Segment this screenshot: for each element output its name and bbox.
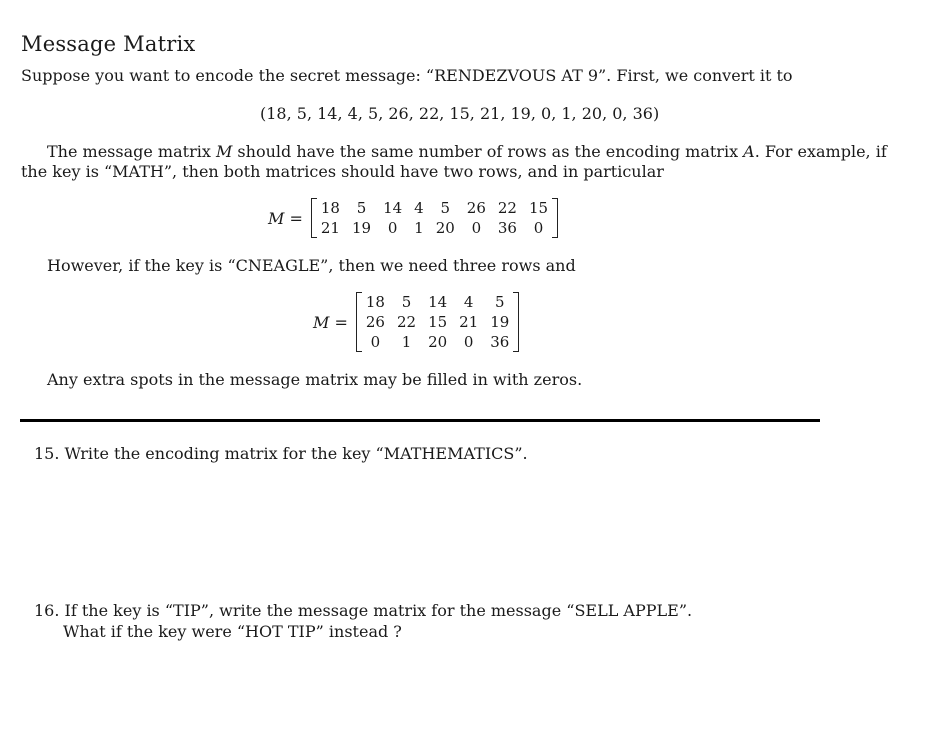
matrix-cell: 5 xyxy=(401,293,412,311)
matrix-math-bracket xyxy=(311,198,558,238)
paragraph-cneagle: However, if the key is “CNEAGLE”, then we need three rows and xyxy=(47,256,576,275)
matrix-cell: 22 xyxy=(497,199,517,217)
matrix-cell: 21 xyxy=(320,219,340,237)
paragraph-rows-line1: The message matrix M should have the same number of rows as the encoding matrix A. For example, if xyxy=(47,142,887,161)
matrix-cell: 36 xyxy=(490,333,510,351)
matrix-row xyxy=(360,332,515,352)
matrix-cell: 22 xyxy=(396,313,417,331)
matrix-cell: 1 xyxy=(401,333,412,351)
matrix-cell: 4 xyxy=(463,293,474,311)
matrix-row xyxy=(360,292,515,312)
matrix-cell: 1 xyxy=(414,219,424,237)
matrix-cell: 14 xyxy=(428,293,448,311)
matrix-cell: 18 xyxy=(320,199,340,217)
matrix-cell: 0 xyxy=(533,219,544,237)
matrix-cneagle-equation xyxy=(313,292,519,352)
matrix-label: M = xyxy=(268,208,303,228)
matrix-cell: 0 xyxy=(463,333,474,351)
matrix-cell: 4 xyxy=(414,199,424,217)
intro-line: Suppose you want to encode the secret message: “RENDEZVOUS AT 9”. First, we convert it to xyxy=(21,66,793,85)
paragraph-rows-line2: the key is “MATH”, then both matrices should have two rows, and in particular xyxy=(21,162,664,181)
number-vector: (18, 5, 14, 4, 5, 26, 22, 15, 21, 19, 0, 1, 20, 0, 36) xyxy=(260,104,660,123)
matrix-math xyxy=(315,198,554,238)
matrix-row xyxy=(315,198,554,218)
question-15: 15. Write the encoding matrix for the key “MATHEMATICS”. xyxy=(34,444,528,463)
matrix-cell: 0 xyxy=(471,219,482,237)
matrix-cell: 15 xyxy=(528,199,549,217)
page-title: Message Matrix xyxy=(21,32,196,56)
matrix-cell: 26 xyxy=(466,199,486,217)
matrix-cell: 20 xyxy=(435,219,455,237)
matrix-cell: 0 xyxy=(387,219,398,237)
matrix-cneagle-bracket xyxy=(356,292,519,352)
matrix-cell: 15 xyxy=(428,313,448,331)
matrix-cell: 19 xyxy=(351,219,372,237)
matrix-cell: 19 xyxy=(490,313,510,331)
matrix-label: M = xyxy=(313,312,348,332)
matrix-cell: 18 xyxy=(365,293,385,311)
matrix-cell: 14 xyxy=(383,199,403,217)
matrix-cneagle xyxy=(360,292,515,352)
paragraph-zeros: Any extra spots in the message matrix may be filled in with zeros. xyxy=(47,370,583,389)
matrix-cell: 5 xyxy=(356,199,367,217)
matrix-cell: 21 xyxy=(459,313,479,331)
matrix-cell: 26 xyxy=(365,313,385,331)
matrix-cell: 5 xyxy=(440,199,451,217)
matrix-cell: 20 xyxy=(428,333,448,351)
question-16-line2: What if the key were “HOT TIP” instead ? xyxy=(63,622,402,641)
matrix-cell: 0 xyxy=(370,333,381,351)
section-divider xyxy=(20,419,820,422)
matrix-row xyxy=(360,312,515,332)
matrix-cell: 5 xyxy=(495,293,505,311)
question-16-line1: 16. If the key is “TIP”, write the message matrix for the message “SELL APPLE”. xyxy=(34,601,693,620)
matrix-row xyxy=(315,218,554,238)
matrix-cell: 36 xyxy=(497,219,517,237)
matrix-math-equation xyxy=(268,198,558,238)
